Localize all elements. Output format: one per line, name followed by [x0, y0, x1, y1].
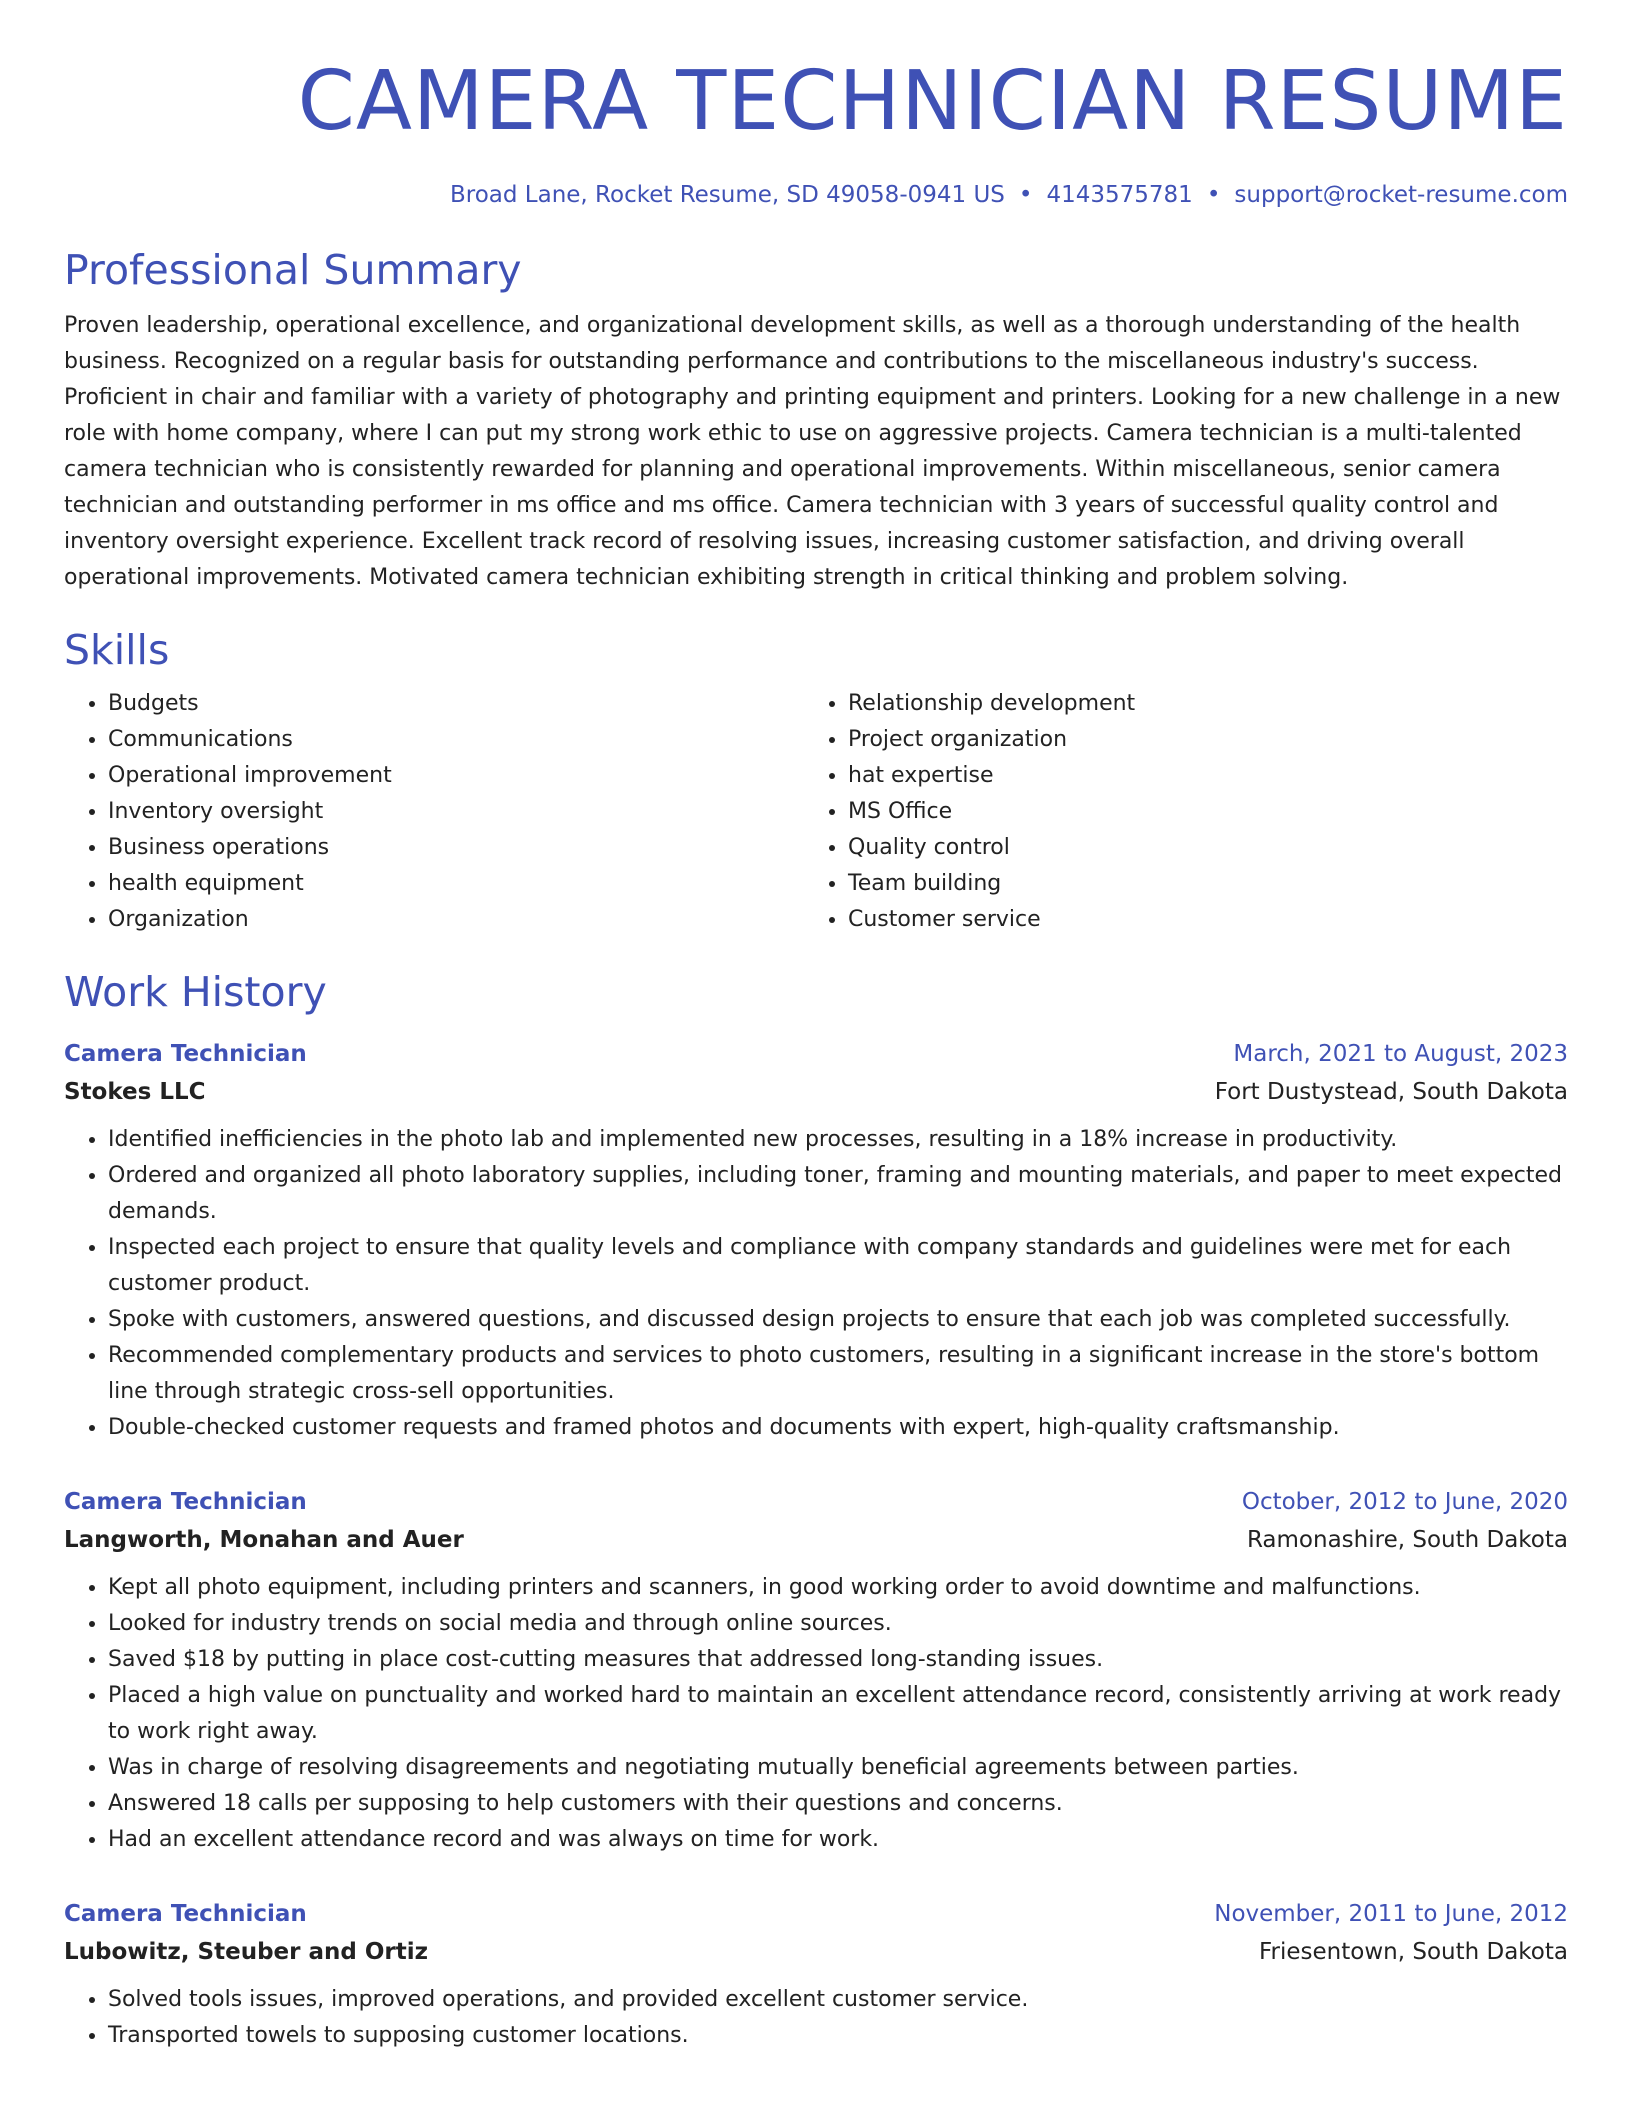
skill-item: • Customer service [848, 902, 1568, 938]
summary-text: Proven leadership, operational excellence, and organizational development skills, as well as a thorough understanding of the health business. Recognized on a regular basis for outstanding performance and contributions to the miscellaneous industry's success. Proficient in chair and familiar with a variety of photography and printing equipment and printers. Looking for a new challenge in a new role with home company, where I can put my strong work ethic to use on aggressive projects. Camera technician is a multi-talented camera technician who is consistently rewarded for planning and operational improvements. Within miscellaneous, senior camera technician and outstanding performer in ms office and ms office. Camera technician with 3 years of successful quality control and inventory oversight experience. Excellent track record of resolving issues, increasing customer satisfaction, and driving overall operational improvements. Motivated camera technician exhibiting strength in critical thinking and problem solving. [64, 313, 1561, 590]
job-company-row [64, 1072, 1568, 1112]
job-bullet: • Recommended complementary products and services to photo customers, resulting in a significant increase in the store's bottom line through strategic cross-sell opportunities. [108, 1338, 1568, 1410]
job-title-row [64, 1896, 1568, 1932]
job-bullet: • Looked for industry trends on social media and through online sources. [108, 1606, 1568, 1642]
job-bullet: • Answered 18 calls per supposing to help customers with their questions and concerns. [108, 1786, 1568, 1822]
skills-heading: Skills [64, 626, 170, 674]
skill-item: • Relationship development [848, 686, 1568, 722]
skill-item: • Communications [108, 722, 804, 758]
skill-item: • Operational improvement [108, 758, 804, 794]
job-bullet: • Double-checked customer requests and framed photos and documents with expert, high-quality craftsmanship. [108, 1410, 1568, 1446]
job-company-row [64, 1520, 1568, 1560]
job-bullets [64, 1982, 1568, 2054]
job-entry [64, 1896, 1568, 2054]
resume-title: CAMERA TECHNICIAN RESUME [297, 54, 1568, 149]
job-dates: March, 2021 to August, 2023 [1233, 1041, 1568, 1067]
job-company: Stokes LLC [64, 1079, 206, 1105]
skill-item: • Project organization [848, 722, 1568, 758]
job-title-row [64, 1484, 1568, 1520]
skill-item: • Quality control [848, 830, 1568, 866]
job-title-row [64, 1036, 1568, 1072]
contact-email: support@rocket-resume.com [1234, 182, 1568, 208]
contact-separator: • [1018, 182, 1033, 208]
work-history-heading: Work History [64, 968, 327, 1016]
job-dates: November, 2011 to June, 2012 [1214, 1901, 1568, 1927]
skill-item: • hat expertise [848, 758, 1568, 794]
skill-item: • Team building [848, 866, 1568, 902]
skill-item: • Organization [108, 902, 804, 938]
skills-column-left [64, 686, 804, 938]
skill-item: • Business operations [108, 830, 804, 866]
job-bullet: • Identified inefficiencies in the photo lab and implemented new processes, resulting in a 18% increase in productivity. [108, 1122, 1568, 1158]
resume-page [64, 0, 1568, 2054]
job-company-row [64, 1932, 1568, 1972]
skill-item: • Budgets [108, 686, 804, 722]
job-entry [64, 1036, 1568, 1446]
job-bullet: • Kept all photo equipment, including printers and scanners, in good working order to avoid downtime and malfunctions. [108, 1570, 1568, 1606]
job-company: Lubowitz, Steuber and Ortiz [64, 1939, 429, 1965]
job-bullets [64, 1122, 1568, 1446]
job-bullets [64, 1570, 1568, 1858]
job-bullet: • Ordered and organized all photo laboratory supplies, including toner, framing and mounting materials, and paper to meet expected demands. [108, 1158, 1568, 1230]
contact-line [64, 180, 1568, 210]
job-bullet: • Had an excellent attendance record and was always on time for work. [108, 1822, 1568, 1858]
job-bullet: • Was in charge of resolving disagreements and negotiating mutually beneficial agreements between parties. [108, 1750, 1568, 1786]
job-location: Friesentown, South Dakota [1258, 1939, 1568, 1965]
job-bullet: • Solved tools issues, improved operations, and provided excellent customer service. [108, 1982, 1568, 2018]
summary-heading: Professional Summary [64, 246, 522, 294]
skills-list [64, 686, 1568, 938]
job-title: Camera Technician [64, 1901, 307, 1927]
job-dates: October, 2012 to June, 2020 [1241, 1489, 1568, 1515]
skill-item: • health equipment [108, 866, 804, 902]
contact-separator: • [1206, 182, 1221, 208]
skill-item: • Inventory oversight [108, 794, 804, 830]
job-bullet: • Spoke with customers, answered questions, and discussed design projects to ensure that each job was completed successfully. [108, 1302, 1568, 1338]
contact-address: Broad Lane, Rocket Resume, SD 49058-0941 US [449, 182, 1005, 208]
job-location: Ramonashire, South Dakota [1246, 1527, 1568, 1553]
contact-phone: 4143575781 [1046, 182, 1193, 208]
job-company: Langworth, Monahan and Auer [64, 1527, 464, 1553]
skill-item: • MS Office [848, 794, 1568, 830]
job-title: Camera Technician [64, 1041, 307, 1067]
skills-column-right [804, 686, 1568, 938]
job-bullet: • Placed a high value on punctuality and worked hard to maintain an excellent attendance record, consistently arriving at work ready to work right away. [108, 1678, 1568, 1750]
job-bullet: • Saved $18 by putting in place cost-cutting measures that addressed long-standing issues. [108, 1642, 1568, 1678]
job-entry [64, 1484, 1568, 1858]
job-bullet: • Transported towels to supposing customer locations. [108, 2018, 1568, 2054]
job-location: Fort Dustystead, South Dakota [1214, 1079, 1568, 1105]
job-title: Camera Technician [64, 1489, 307, 1515]
job-bullet: • Inspected each project to ensure that quality levels and compliance with company standards and guidelines were met for each customer product. [108, 1230, 1568, 1302]
